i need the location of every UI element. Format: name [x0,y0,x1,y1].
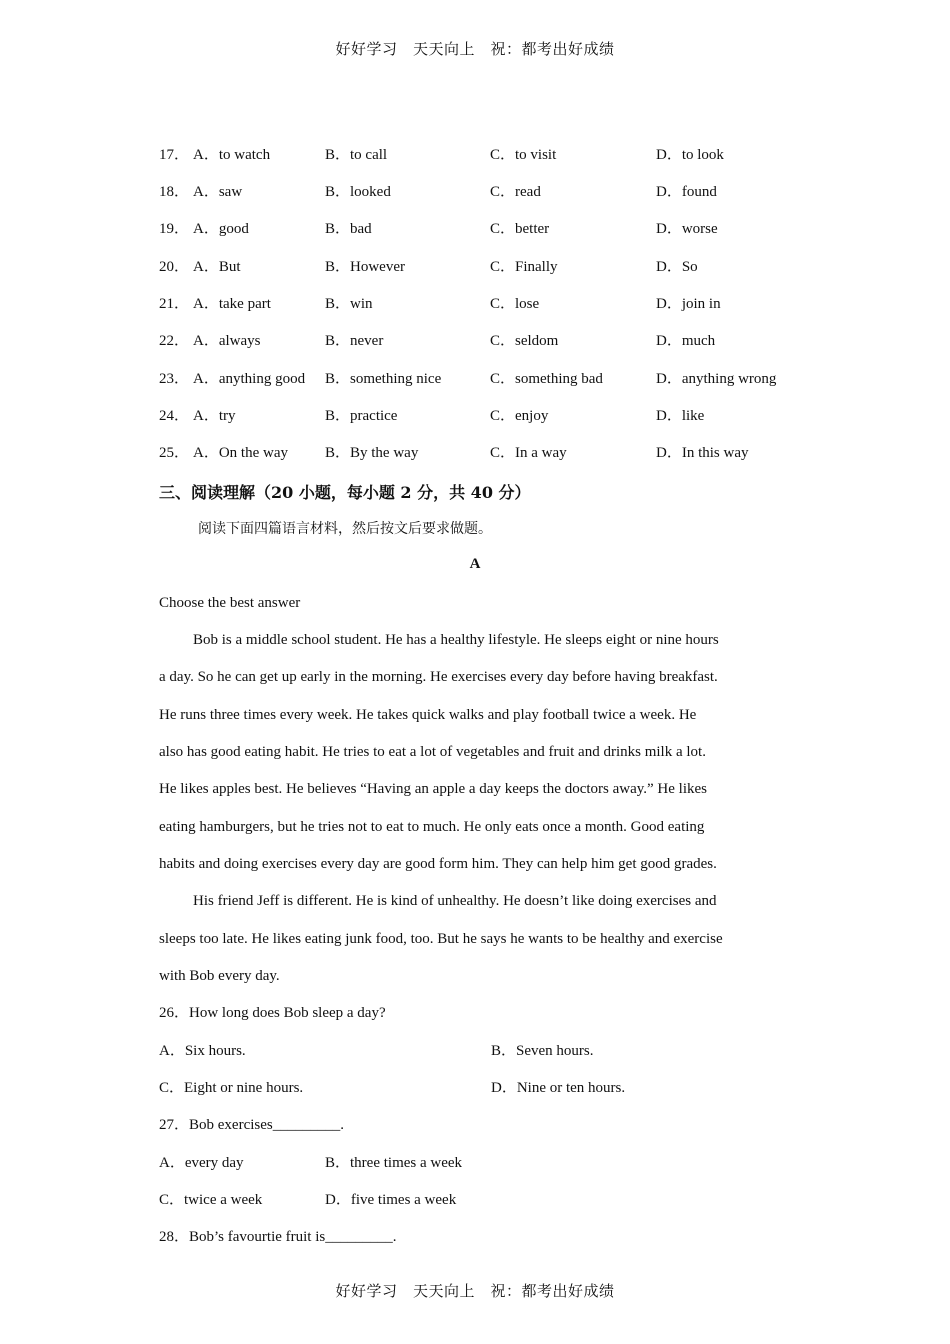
question-option-row [0,1153,950,1173]
passage-label: A [469,556,481,572]
option-d: D．join in [656,296,721,312]
option-b: B．bad [325,221,372,237]
option-a: A．saw [193,184,243,200]
question-option-row [0,1041,950,1061]
passage-prompt: Choose the best answer [159,595,301,611]
option-d: D．like [656,408,705,424]
question-number: 18． [159,184,190,200]
passage-line: Bob is a middle school student. He has a healthy lifestyle. He sleeps eight or nine hours [193,632,719,648]
option-b: B．to call [325,147,388,163]
question-number: 21． [159,296,190,312]
passage-line: He likes apples best. He believes “Having an apple a day keeps the doctors away.” He likes [159,781,707,797]
question-number: 19． [159,221,190,237]
option-a: A．good [193,221,249,237]
option-d: D．Nine or ten hours. [491,1080,626,1096]
section-instruction: 阅读下面四篇语言材料，然后按文后要求做题。 [198,521,492,537]
option-b: B．three times a week [325,1155,463,1171]
option-b: B．practice [325,408,398,424]
passage-line: sleeps too late. He likes eating junk food, too. But he says he wants to be healthy and exercise [159,931,723,947]
passage-line: with Bob every day. [159,968,280,984]
option-d: D．much [656,333,716,349]
passage-line: habits and doing exercises every day are good form him. They can help him get good grades. [159,856,717,872]
question-option-row [0,1190,950,1210]
page-header: 好好学习 天天向上 祝：都考出好成绩 [335,40,615,58]
option-b: B．something nice [325,371,442,387]
option-b: B．looked [325,184,391,200]
page-footer: 好好学习 天天向上 祝：都考出好成绩 [335,1282,615,1300]
option-b: B．never [325,333,384,349]
option-d: D．So [656,259,698,275]
question-stem: 26．How long does Bob sleep a day? [159,1005,386,1021]
question-number: 23． [159,371,190,387]
option-a: A．always [193,333,261,349]
passage-line: He runs three times every week. He takes quick walks and play football twice a week. He [159,707,697,723]
question-stem: 28．Bob’s favourtie fruit is_________. [159,1229,397,1245]
option-a: A．anything good [193,371,306,387]
option-a: A．Six hours. [159,1043,246,1059]
passage-line: His friend Jeff is different. He is kind of unhealthy. He doesn’t like doing exercises and [193,893,717,909]
option-d: D．In this way [656,445,749,461]
option-a: A．to watch [193,147,271,163]
option-b: B．win [325,296,373,312]
question-number: 22． [159,333,190,349]
option-a: A．try [193,408,236,424]
option-c: C．In a way [490,445,567,461]
option-a: A．every day [159,1155,244,1171]
option-c: C．Eight or nine hours. [159,1080,304,1096]
option-c: C．seldom [490,333,559,349]
passage-line: also has good eating habit. He tries to eat a lot of vegetables and fruit and drinks milk a lot. [159,744,706,760]
section-title: 三、阅读理解（20 小题，每小题 2 分，共 40 分） [159,483,531,502]
option-b: B．Seven hours. [491,1043,594,1059]
option-a: A．take part [193,296,271,312]
option-c: C．read [490,184,541,200]
option-c: C．something bad [490,371,603,387]
option-c: C．better [490,221,550,237]
question-number: 17． [159,147,190,163]
option-a: A．On the way [193,445,288,461]
passage-line: a day. So he can get up early in the morning. He exercises every day before having breakfast. [159,669,718,685]
option-d: D．anything wrong [656,371,777,387]
option-b: B．By the way [325,445,419,461]
passage-line: eating hamburgers, but he tries not to eat to much. He only eats once a month. Good eating [159,819,705,835]
option-d: D．worse [656,221,718,237]
option-b: B．However [325,259,405,275]
option-a: A．But [193,259,241,275]
option-d: D．to look [656,147,724,163]
option-c: C．enjoy [490,408,549,424]
option-c: C．Finally [490,259,558,275]
question-stem: 27．Bob exercises_________. [159,1117,344,1133]
option-c: C．twice a week [159,1192,263,1208]
question-number: 24． [159,408,190,424]
question-number: 25． [159,445,190,461]
option-d: D．found [656,184,717,200]
option-d: D．five times a week [325,1192,457,1208]
question-number: 20． [159,259,190,275]
option-c: C．to visit [490,147,557,163]
question-option-row [0,1078,950,1098]
option-c: C．lose [490,296,540,312]
